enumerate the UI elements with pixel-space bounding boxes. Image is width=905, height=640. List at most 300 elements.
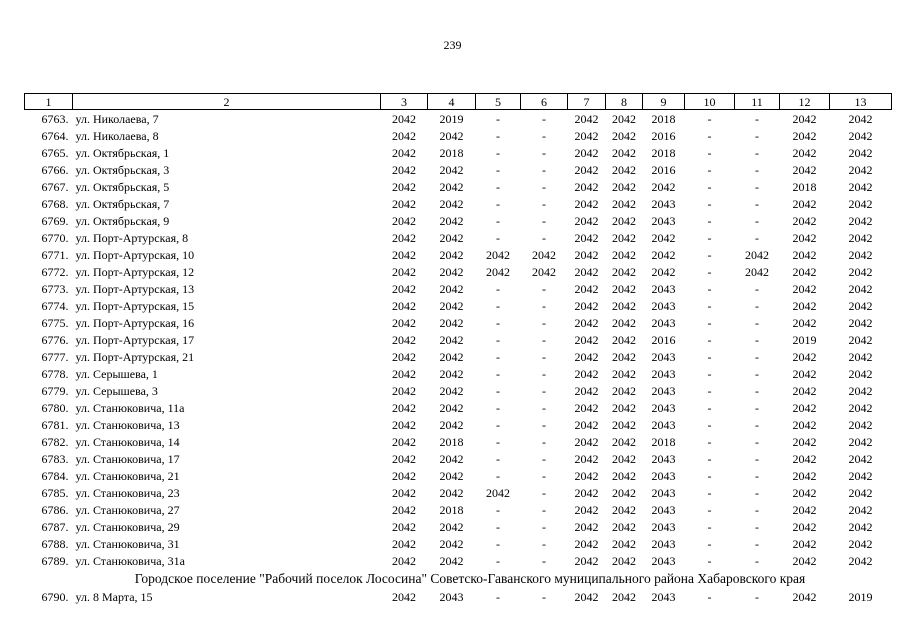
row-number: 6763. xyxy=(41,111,69,126)
year-cell: 2042 xyxy=(392,434,416,449)
table-row xyxy=(25,280,892,297)
year-cell: - xyxy=(755,349,759,364)
year-cell: 2042 xyxy=(439,281,464,296)
year-cell: 2042 xyxy=(612,315,636,330)
year-cell: - xyxy=(707,128,712,143)
year-cell: 2042 xyxy=(651,247,676,262)
year-cell: 2042 xyxy=(574,196,599,211)
year-cell: 2042 xyxy=(612,451,636,466)
year-cell: 2042 xyxy=(612,332,636,347)
year-cell: 2042 xyxy=(792,383,817,398)
row-number: 6775. xyxy=(41,315,69,330)
year-cell: 2042 xyxy=(848,230,873,245)
year-cell: 2018 xyxy=(792,179,817,194)
year-cell: - xyxy=(707,230,712,245)
address-cell: ул. Порт-Артурская, 17 xyxy=(75,332,195,347)
year-cell: 2042 xyxy=(848,502,873,517)
year-cell: 2042 xyxy=(439,315,464,330)
table-row xyxy=(25,450,892,467)
year-cell: - xyxy=(755,281,759,296)
year-cell: - xyxy=(542,145,546,160)
year-cell: - xyxy=(755,468,759,483)
address-cell: ул. Октябрьская, 1 xyxy=(75,145,170,160)
year-cell: 2042 xyxy=(612,145,636,160)
table-row xyxy=(25,348,892,365)
year-cell: 2042 xyxy=(848,485,873,500)
year-cell: - xyxy=(496,315,500,330)
year-cell: 2042 xyxy=(792,162,817,177)
year-cell: - xyxy=(755,519,759,534)
year-cell: 2042 xyxy=(574,451,599,466)
year-cell: 2042 xyxy=(392,230,416,245)
year-cell: 2042 xyxy=(792,264,817,279)
year-cell: 2019 xyxy=(848,589,873,604)
year-cell: - xyxy=(496,366,500,381)
year-cell: 2042 xyxy=(848,196,873,211)
row-number: 6786. xyxy=(41,502,69,517)
year-cell: - xyxy=(542,179,546,194)
year-cell: 2042 xyxy=(792,366,817,381)
year-cell: - xyxy=(542,162,546,177)
address-cell: ул. Станюковича, 21 xyxy=(75,468,180,483)
year-cell: 2042 xyxy=(745,264,769,279)
year-cell: 2016 xyxy=(651,162,676,177)
year-cell: 2042 xyxy=(792,589,817,604)
year-cell: - xyxy=(707,247,712,262)
year-cell: 2043 xyxy=(651,536,676,551)
row-number: 6766. xyxy=(41,162,69,177)
year-cell: 2042 xyxy=(612,502,636,517)
year-cell: 2019 xyxy=(792,332,817,347)
year-cell: 2042 xyxy=(848,281,873,296)
column-header-2: 2 xyxy=(73,94,381,110)
address-cell: ул. 8 Марта, 15 xyxy=(75,589,153,604)
year-cell: 2042 xyxy=(439,451,464,466)
address-cell: ул. Серышева, 1 xyxy=(75,366,158,381)
year-cell: 2042 xyxy=(612,162,636,177)
year-cell: 2019 xyxy=(439,111,464,126)
year-cell: 2042 xyxy=(392,502,416,517)
year-cell: - xyxy=(496,213,500,228)
year-cell: 2042 xyxy=(574,349,599,364)
table-row xyxy=(25,144,892,161)
year-cell: 2042 xyxy=(392,383,416,398)
year-cell: 2042 xyxy=(792,502,817,517)
year-cell: 2042 xyxy=(792,553,817,568)
year-cell: 2042 xyxy=(574,111,599,126)
year-cell: 2042 xyxy=(612,536,636,551)
year-cell: - xyxy=(755,162,759,177)
year-cell: 2042 xyxy=(612,553,636,568)
year-cell: 2042 xyxy=(792,519,817,534)
year-cell: 2042 xyxy=(392,145,416,160)
year-cell: - xyxy=(755,196,759,211)
year-cell: 2042 xyxy=(792,230,817,245)
year-cell: 2042 xyxy=(651,179,676,194)
year-cell: - xyxy=(707,536,712,551)
address-cell: ул. Порт-Артурская, 8 xyxy=(75,230,189,245)
year-cell: 2042 xyxy=(792,196,817,211)
year-cell: - xyxy=(496,281,500,296)
year-cell: 2042 xyxy=(848,536,873,551)
year-cell: 2042 xyxy=(392,332,416,347)
year-cell: - xyxy=(707,519,712,534)
year-cell: 2042 xyxy=(574,213,599,228)
year-cell: 2042 xyxy=(848,383,873,398)
table-row xyxy=(25,246,892,263)
year-cell: - xyxy=(755,485,759,500)
year-cell: 2042 xyxy=(392,417,416,432)
year-cell: 2042 xyxy=(848,315,873,330)
year-cell: - xyxy=(542,111,546,126)
year-cell: - xyxy=(707,502,712,517)
year-cell: - xyxy=(496,434,500,449)
year-cell: - xyxy=(496,468,500,483)
year-cell: - xyxy=(707,162,712,177)
address-cell: ул. Станюковича, 17 xyxy=(75,451,180,466)
year-cell: - xyxy=(755,179,759,194)
column-header-9: 9 xyxy=(643,94,685,110)
year-cell: 2042 xyxy=(848,519,873,534)
year-cell: 2042 xyxy=(612,417,636,432)
year-cell: 2042 xyxy=(439,485,464,500)
year-cell: 2042 xyxy=(486,264,510,279)
year-cell: - xyxy=(755,502,759,517)
year-cell: - xyxy=(755,315,759,330)
address-cell: ул. Порт-Артурская, 15 xyxy=(75,298,195,313)
table-body xyxy=(25,110,892,606)
year-cell: 2042 xyxy=(574,536,599,551)
year-cell: 2042 xyxy=(848,366,873,381)
year-cell: 2042 xyxy=(792,536,817,551)
row-number: 6769. xyxy=(41,213,69,228)
year-cell: - xyxy=(496,128,500,143)
address-cell: ул. Станюковича, 23 xyxy=(75,485,180,500)
year-cell: 2042 xyxy=(439,349,464,364)
table-row xyxy=(25,297,892,314)
year-cell: 2042 xyxy=(486,247,510,262)
year-cell: 2042 xyxy=(574,179,599,194)
year-cell: 2042 xyxy=(848,332,873,347)
year-cell: 2043 xyxy=(651,417,676,432)
year-cell: 2042 xyxy=(439,298,464,313)
year-cell: 2042 xyxy=(532,264,556,279)
year-cell: 2042 xyxy=(612,298,636,313)
year-cell: 2042 xyxy=(792,349,817,364)
year-cell: 2016 xyxy=(651,128,676,143)
row-number: 6777. xyxy=(41,349,69,364)
year-cell: - xyxy=(707,145,712,160)
year-cell: 2042 xyxy=(792,298,817,313)
year-cell: 2042 xyxy=(792,315,817,330)
year-cell: - xyxy=(496,451,500,466)
year-cell: - xyxy=(755,298,759,313)
row-number: 6764. xyxy=(41,128,69,143)
year-cell: 2042 xyxy=(574,162,599,177)
year-cell: - xyxy=(542,451,546,466)
column-header-5: 5 xyxy=(476,94,521,110)
row-number: 6782. xyxy=(41,434,69,449)
year-cell: - xyxy=(542,468,546,483)
year-cell: 2042 xyxy=(439,383,464,398)
table-row xyxy=(25,110,892,128)
year-cell: 2042 xyxy=(392,349,416,364)
year-cell: 2042 xyxy=(612,349,636,364)
year-cell: 2042 xyxy=(574,128,599,143)
year-cell: - xyxy=(755,434,759,449)
year-cell: - xyxy=(496,332,500,347)
table-row xyxy=(25,365,892,382)
year-cell: - xyxy=(707,179,712,194)
year-cell: 2042 xyxy=(612,264,636,279)
row-number: 6789. xyxy=(41,553,69,568)
year-cell: - xyxy=(542,230,546,245)
year-cell: - xyxy=(707,111,712,126)
year-cell: 2043 xyxy=(651,519,676,534)
year-cell: - xyxy=(496,298,500,313)
year-cell: - xyxy=(707,417,712,432)
year-cell: - xyxy=(542,589,546,604)
year-cell: 2042 xyxy=(792,468,817,483)
year-cell: 2042 xyxy=(574,315,599,330)
year-cell: - xyxy=(707,589,712,604)
table-row xyxy=(25,518,892,535)
column-header-1: 1 xyxy=(25,94,73,110)
year-cell: 2042 xyxy=(848,298,873,313)
year-cell: - xyxy=(707,332,712,347)
row-number: 6771. xyxy=(41,247,69,262)
table-row xyxy=(25,588,892,605)
year-cell: - xyxy=(542,434,546,449)
year-cell: 2043 xyxy=(651,451,676,466)
year-cell: 2042 xyxy=(745,247,769,262)
year-cell: - xyxy=(542,281,546,296)
year-cell: - xyxy=(707,400,712,415)
year-cell: - xyxy=(707,196,712,211)
year-cell: 2043 xyxy=(651,349,676,364)
year-cell: - xyxy=(755,213,759,228)
year-cell: 2042 xyxy=(439,468,464,483)
year-cell: 2042 xyxy=(392,485,416,500)
year-cell: - xyxy=(542,519,546,534)
year-cell: 2042 xyxy=(574,485,599,500)
year-cell: 2042 xyxy=(392,468,416,483)
year-cell: 2042 xyxy=(612,589,636,604)
year-cell: 2042 xyxy=(792,281,817,296)
row-number: 6778. xyxy=(41,366,69,381)
address-cell: ул. Порт-Артурская, 21 xyxy=(75,349,195,364)
year-cell: 2042 xyxy=(792,451,817,466)
year-cell: 2043 xyxy=(651,383,676,398)
year-cell: 2042 xyxy=(848,434,873,449)
address-cell: ул. Серышева, 3 xyxy=(75,383,158,398)
year-cell: 2042 xyxy=(574,519,599,534)
year-cell: 2042 xyxy=(612,485,636,500)
register-table xyxy=(24,93,892,605)
year-cell: 2042 xyxy=(612,111,636,126)
address-cell: ул. Николаева, 8 xyxy=(75,128,159,143)
page-number: 239 xyxy=(443,38,462,52)
year-cell: 2042 xyxy=(848,400,873,415)
year-cell: - xyxy=(496,400,500,415)
year-cell: 2042 xyxy=(439,366,464,381)
year-cell: - xyxy=(707,315,712,330)
year-cell: - xyxy=(755,417,759,432)
address-cell: ул. Порт-Артурская, 16 xyxy=(75,315,195,330)
year-cell: - xyxy=(496,383,500,398)
row-number: 6767. xyxy=(41,179,69,194)
row-number: 6770. xyxy=(41,230,69,245)
year-cell: 2042 xyxy=(392,111,416,126)
year-cell: 2043 xyxy=(651,553,676,568)
address-cell: ул. Станюковича, 27 xyxy=(75,502,180,517)
table-row xyxy=(25,484,892,501)
table-row xyxy=(25,331,892,348)
year-cell: 2042 xyxy=(792,400,817,415)
row-number: 6781. xyxy=(41,417,69,432)
year-cell: 2042 xyxy=(439,553,464,568)
row-number: 6788. xyxy=(41,536,69,551)
table-row xyxy=(25,195,892,212)
row-number: 6772. xyxy=(41,264,69,279)
year-cell: 2042 xyxy=(792,111,817,126)
address-cell: ул. Станюковича, 13 xyxy=(75,417,180,432)
row-number: 6779. xyxy=(41,383,69,398)
column-header-13: 13 xyxy=(830,94,892,110)
year-cell: - xyxy=(755,451,759,466)
year-cell: 2042 xyxy=(392,451,416,466)
table-row xyxy=(25,467,892,484)
year-cell: 2042 xyxy=(612,366,636,381)
row-number: 6783. xyxy=(41,451,69,466)
year-cell: 2043 xyxy=(651,485,676,500)
year-cell: 2042 xyxy=(848,179,873,194)
address-cell: ул. Станюковича, 14 xyxy=(75,434,180,449)
year-cell: - xyxy=(496,145,500,160)
year-cell: 2042 xyxy=(439,179,464,194)
address-cell: ул. Станюковича, 29 xyxy=(75,519,180,534)
address-cell: ул. Порт-Артурская, 10 xyxy=(75,247,195,262)
year-cell: 2042 xyxy=(651,230,676,245)
year-cell: - xyxy=(755,589,759,604)
year-cell: 2043 xyxy=(651,315,676,330)
column-header-8: 8 xyxy=(606,94,643,110)
year-cell: - xyxy=(496,230,500,245)
year-cell: 2043 xyxy=(651,213,676,228)
year-cell: 2042 xyxy=(574,230,599,245)
year-cell: - xyxy=(707,383,712,398)
year-cell: 2042 xyxy=(574,434,599,449)
address-cell: ул. Октябрьская, 3 xyxy=(75,162,170,177)
year-cell: 2042 xyxy=(792,485,817,500)
year-cell: 2042 xyxy=(848,162,873,177)
year-cell: 2042 xyxy=(612,383,636,398)
year-cell: 2042 xyxy=(392,400,416,415)
table-row xyxy=(25,399,892,416)
year-cell: - xyxy=(707,264,712,279)
year-cell: - xyxy=(542,332,546,347)
address-cell: ул. Станюковича, 31 xyxy=(75,536,180,551)
year-cell: 2043 xyxy=(651,502,676,517)
year-cell: 2042 xyxy=(574,264,599,279)
year-cell: - xyxy=(755,400,759,415)
year-cell: 2042 xyxy=(392,589,416,604)
year-cell: 2018 xyxy=(651,145,676,160)
year-cell: 2042 xyxy=(792,213,817,228)
row-number: 6774. xyxy=(41,298,69,313)
year-cell: 2042 xyxy=(439,213,464,228)
year-cell: 2018 xyxy=(439,434,464,449)
year-cell: - xyxy=(542,485,546,500)
year-cell: 2042 xyxy=(439,196,464,211)
year-cell: 2042 xyxy=(612,247,636,262)
year-cell: 2042 xyxy=(792,434,817,449)
year-cell: - xyxy=(542,128,546,143)
year-cell: 2043 xyxy=(651,281,676,296)
year-cell: - xyxy=(542,366,546,381)
year-cell: 2042 xyxy=(612,128,636,143)
year-cell: - xyxy=(496,196,500,211)
year-cell: - xyxy=(707,553,712,568)
year-cell: 2018 xyxy=(651,111,676,126)
year-cell: 2042 xyxy=(574,468,599,483)
year-cell: 2042 xyxy=(612,179,636,194)
year-cell: 2042 xyxy=(392,179,416,194)
column-header-4: 4 xyxy=(428,94,476,110)
year-cell: - xyxy=(542,502,546,517)
year-cell: - xyxy=(755,332,759,347)
year-cell: 2042 xyxy=(612,519,636,534)
year-cell: - xyxy=(496,162,500,177)
year-cell: 2042 xyxy=(439,400,464,415)
year-cell: 2042 xyxy=(392,366,416,381)
year-cell: 2042 xyxy=(574,332,599,347)
year-cell: 2042 xyxy=(651,264,676,279)
year-cell: 2042 xyxy=(392,298,416,313)
year-cell: 2043 xyxy=(651,196,676,211)
year-cell: 2042 xyxy=(848,213,873,228)
year-cell: 2042 xyxy=(848,417,873,432)
table-row xyxy=(25,263,892,280)
year-cell: - xyxy=(755,536,759,551)
year-cell: - xyxy=(542,383,546,398)
year-cell: 2042 xyxy=(532,247,556,262)
section-title: Городское поселение "Рабочий поселок Лососина" Советско-Гаванского муниципального района Хабаровского края xyxy=(134,570,806,586)
year-cell: 2042 xyxy=(848,111,873,126)
year-cell: - xyxy=(496,417,500,432)
year-cell: - xyxy=(707,434,712,449)
year-cell: 2042 xyxy=(612,196,636,211)
year-cell: - xyxy=(707,451,712,466)
year-cell: 2042 xyxy=(848,145,873,160)
year-cell: - xyxy=(755,230,759,245)
column-header-11: 11 xyxy=(735,94,780,110)
year-cell: 2042 xyxy=(574,247,599,262)
year-cell: 2043 xyxy=(439,589,464,604)
year-cell: 2042 xyxy=(848,349,873,364)
year-cell: 2042 xyxy=(612,434,636,449)
year-cell: 2042 xyxy=(612,281,636,296)
address-cell: ул. Октябрьская, 9 xyxy=(75,213,170,228)
year-cell: 2042 xyxy=(792,247,817,262)
year-cell: - xyxy=(707,213,712,228)
year-cell: 2042 xyxy=(392,536,416,551)
year-cell: - xyxy=(542,298,546,313)
year-cell: 2042 xyxy=(848,553,873,568)
year-cell: 2042 xyxy=(574,400,599,415)
table-row xyxy=(25,314,892,331)
year-cell: - xyxy=(496,589,500,604)
